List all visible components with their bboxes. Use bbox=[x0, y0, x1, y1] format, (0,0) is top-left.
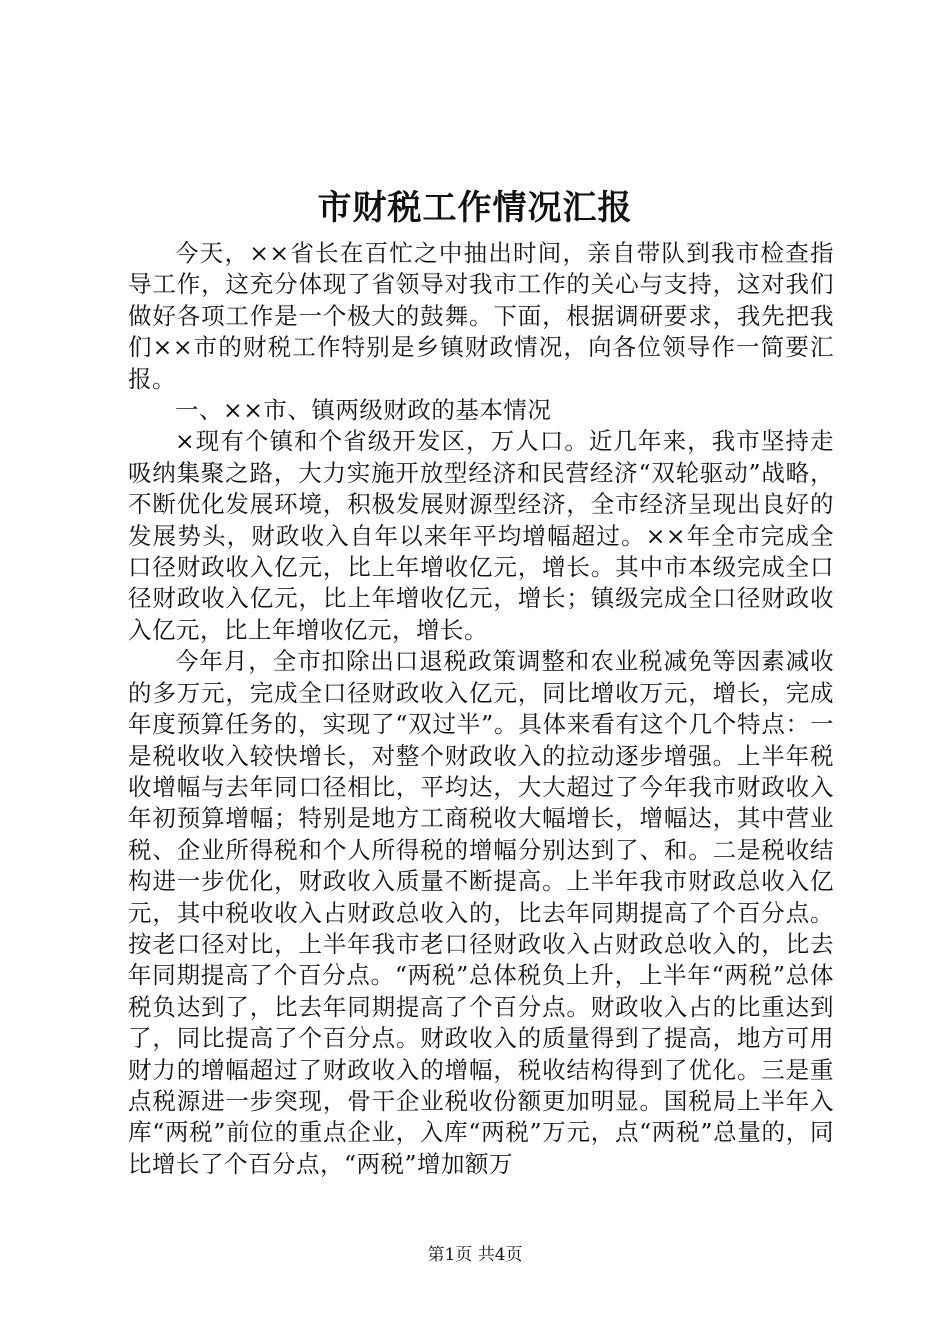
paragraph-intro: 今天，××省长在百忙之中抽出时间，亲自带队到我市检查指导工作，这充分体现了省领导对我市工作的关心与支持，这对我们做好各项工作是一个极大的鼓舞。下面，根据调研要求，我先把我们××市的财税工作特别是乡镇财政情况，向各位领导作一简要汇报。 bbox=[128, 239, 834, 393]
document-title: 市财税工作情况汇报 bbox=[317, 188, 633, 228]
document-body bbox=[128, 238, 834, 1180]
paragraph-basic-situation: ×现有个镇和个省级开发区，万人口。近几年来，我市坚持走吸纳集聚之路，大力实施开放型经济和民营经济“双轮驱动”战略，不断优化发展环境，积极发展财源型经济，全市经济呈现出良好的发展势头，财政收入自年以来年平均增幅超过。××年全市完成全口径财政收入亿元，比上年增收亿元，增长。其中市本级完成全口径财政收入亿元，比上年增收亿元，增长；镇级完成全口径财政收入亿元，比上年增收亿元，增长。 bbox=[128, 427, 834, 644]
paragraph-this-year: 今年月，全市扣除出口退税政策调整和农业税减免等因素减收的多万元，完成全口径财政收入亿元，同比增收万元，增长，完成年度预算任务的，实现了“双过半”。具体来看有这个几个特点：一是税收收入较快增长，对整个财政收入的拉动逐步增强。上半年税收增幅与去年同口径相比，平均达，大大超过了今年我市财政收入年初预算增幅；特别是地方工商税收大幅增长，增幅达，其中营业税、企业所得税和个人所得税的增幅分别达到了、和。二是税收结构进一步优化，财政收入质量不断提高。上半年我市财政总收入亿元，其中税收收入占财政总收入的，比去年同期提高了个百分点。按老口径对比，上半年我市老口径财政收入占财政总收入的，比去年同期提高了个百分点。“两税”总体税负上升，上半年“两税”总体税负达到了，比去年同期提高了个百分点。财政收入占的比重达到了，同比提高了个百分点。财政收入的质量得到了提高，地方可用财力的增幅超过了财政收入的增幅，税收结构得到了优化。三是重点税源进一步突现，骨干企业税收份额更加明显。国税局上半年入库“两税”前位的重点企业，入库“两税”万元，点“两税”总量的，同比增长了个百分点，“两税”增加额万 bbox=[128, 647, 834, 1178]
section-heading: 一、××市、镇两级财政的基本情况 bbox=[175, 396, 552, 425]
page-number: 第1页 共4页 bbox=[427, 1245, 523, 1265]
